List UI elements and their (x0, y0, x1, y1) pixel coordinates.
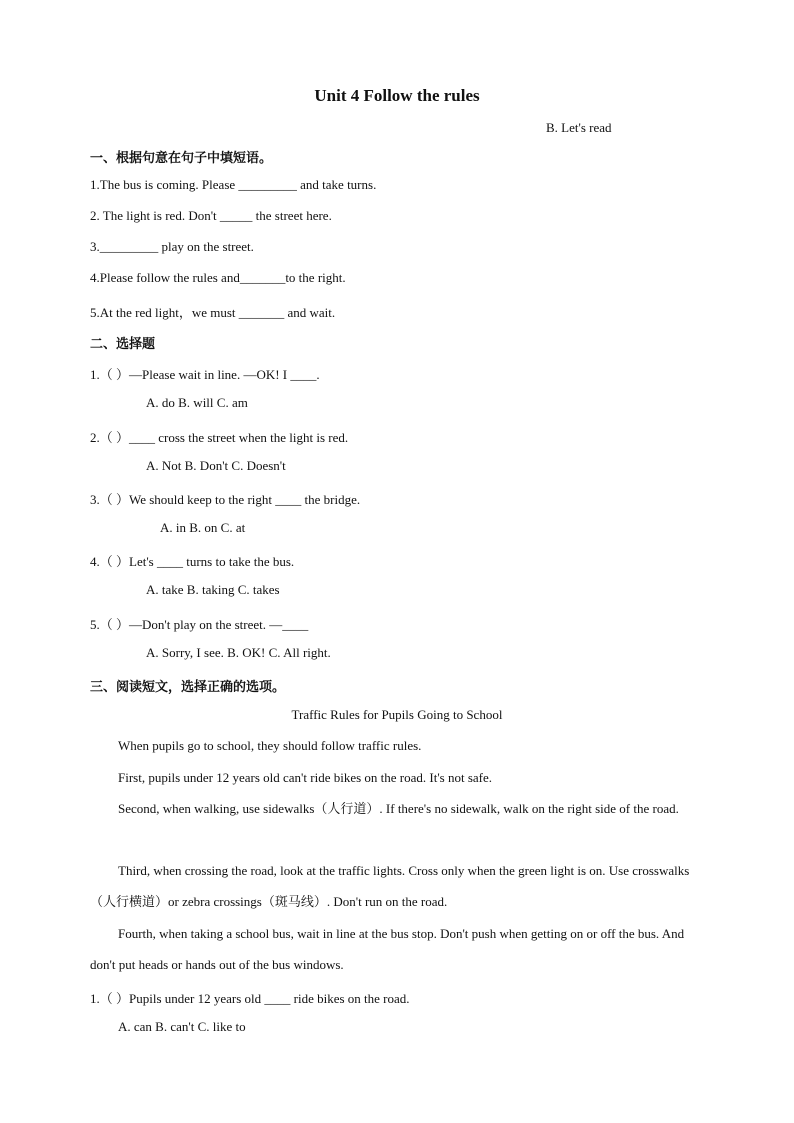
choice-question-1: 1.（ ）—Please wait in line. —OK! I ____. (90, 367, 320, 382)
choice-question-5: 5.（ ）—Don't play on the street. —____ (90, 617, 309, 632)
fill-blank-item-4: 4.Please follow the rules and_______to the right. (90, 270, 346, 285)
section1-heading: 一、根据句意在句子中填短语。 (90, 151, 273, 166)
section3-heading: 三、阅读短文，选择正确的选项。 (90, 680, 286, 695)
passage-paragraph-3: Second, when walking, use sidewalks（人行道）. If there's no sidewalk, walk on the right side of the road. (118, 801, 679, 816)
passage-title: Traffic Rules for Pupils Going to School (291, 707, 503, 722)
page-title: Unit 4 Follow the rules (314, 86, 480, 105)
choice-options-4: A. take B. taking C. takes (146, 582, 280, 597)
fill-blank-item-1: 1.The bus is coming. Please _________ and take turns. (90, 177, 377, 192)
choice-question-2: 2.（ ）____ cross the street when the light is red. (90, 430, 349, 445)
choice-options-2: A. Not B. Don't C. Doesn't (146, 458, 286, 473)
page-subtitle: B. Let's read (546, 120, 612, 135)
reading-options-1: A. can B. can't C. like to (118, 1019, 246, 1034)
choice-options-5: A. Sorry, I see. B. OK! C. All right. (146, 645, 331, 660)
choice-options-3: A. in B. on C. at (160, 520, 246, 535)
fill-blank-item-2: 2. The light is red. Don't _____ the street here. (90, 208, 332, 223)
reading-question-1: 1.（ ）Pupils under 12 years old ____ ride bikes on the road. (90, 991, 410, 1006)
passage-paragraph-4: Third, when crossing the road, look at the traffic lights. Cross only when the green light is on. Use crosswalks （人行横道）or zebra crossings（斑马线）. Don't run on the road. (90, 863, 690, 909)
choice-question-3: 3.（ ）We should keep to the right ____ the bridge. (90, 492, 361, 507)
choice-options-1: A. do B. will C. am (146, 395, 248, 410)
fill-blank-item-3: 3._________ play on the street. (90, 239, 254, 254)
passage-paragraph-1: When pupils go to school, they should follow traffic rules. (118, 738, 422, 753)
passage-paragraph-2: First, pupils under 12 years old can't ride bikes on the road. It's not safe. (118, 770, 493, 785)
passage-paragraph-5: Fourth, when taking a school bus, wait in line at the bus stop. Don't push when getting on or off the bus. And don't put heads or hands out of the bus windows. (90, 926, 685, 972)
section2-heading: 二、选择题 (90, 337, 156, 352)
choice-question-4: 4.（ ）Let's ____ turns to take the bus. (90, 554, 295, 569)
fill-blank-item-5: 5.At the red light，we must _______ and wait. (90, 305, 336, 320)
